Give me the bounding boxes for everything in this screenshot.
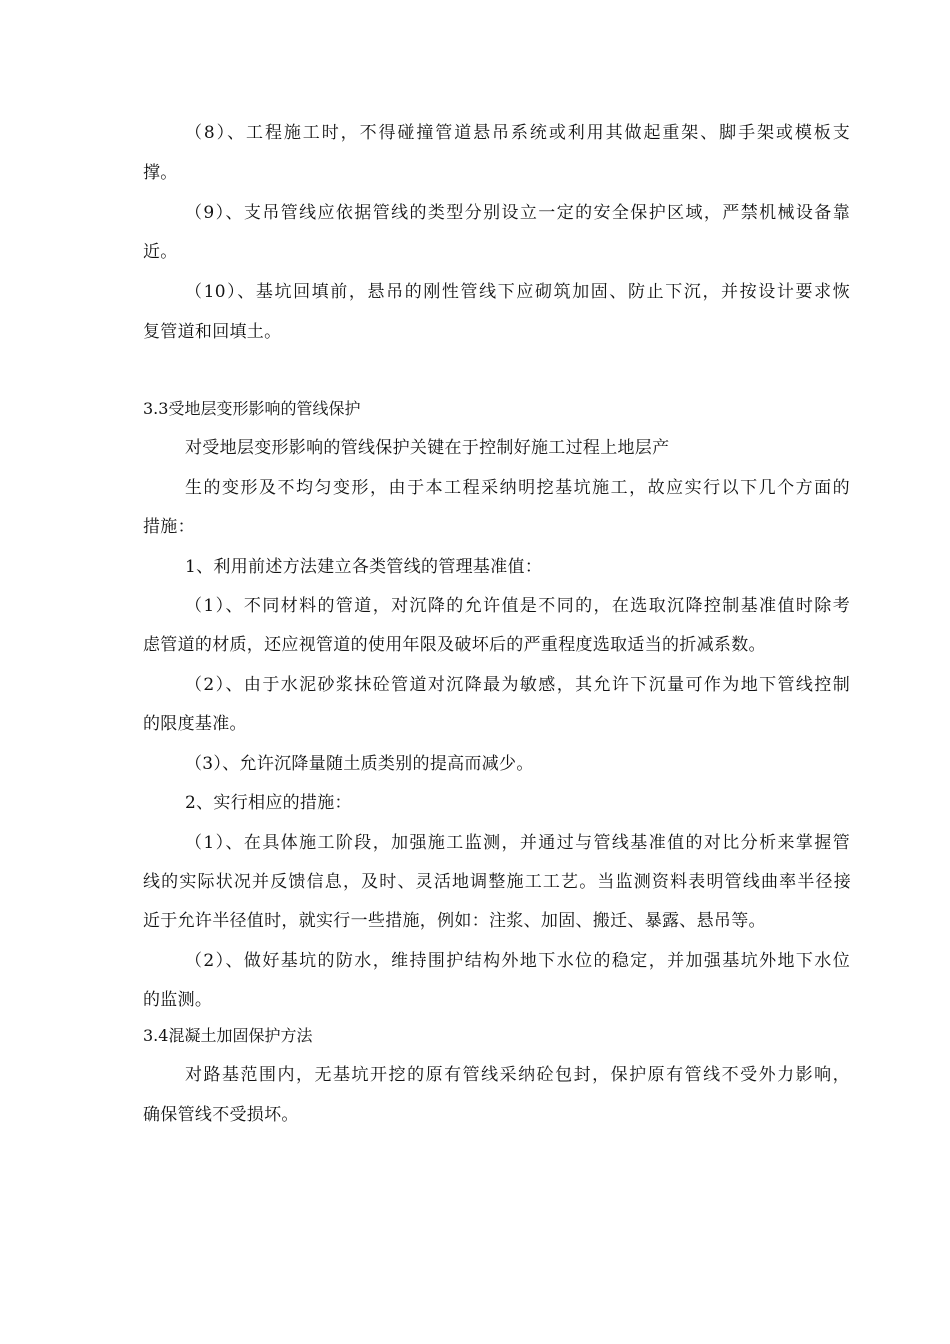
text-line: （10）、基坑回填前，悬吊的刚性管线下应砌筑加固、防止下沉，并按设计要求恢 bbox=[185, 282, 850, 302]
text-line: 对路基范围内，无基坑开挖的原有管线采纳砼包封，保护原有管线不受外力影响， bbox=[185, 1065, 850, 1085]
paragraph-intro: 对受地层变形影响的管线保护关键在于控制好施工过程上地层产 bbox=[185, 438, 670, 458]
text-line: （2）、做好基坑的防水，维持围护结构外地下水位的稳定，并加强基坑外地下水位 bbox=[185, 951, 850, 971]
section-heading-3-3: 3.3受地层变形影响的管线保护 bbox=[143, 399, 361, 418]
sub-item-1-3: （3）、允许沉降量随土质类别的提高而减少。 bbox=[185, 754, 534, 774]
text-line: 确保管线不受损坏。 bbox=[143, 1105, 299, 1125]
text-line: 的监测。 bbox=[143, 990, 213, 1010]
text-line: 虑管道的材质，还应视管道的使用年限及破坏后的严重程度选取适当的折减系数。 bbox=[143, 635, 766, 655]
text-line: （2）、由于水泥砂浆抹砼管道对沉降最为敏感，其允许下沉量可作为地下管线控制 bbox=[185, 675, 850, 695]
text-line: （9）、支吊管线应依据管线的类型分别设立一定的安全保护区域，严禁机械设备靠 bbox=[185, 203, 850, 223]
section-heading-3-4: 3.4混凝土加固保护方法 bbox=[143, 1026, 313, 1045]
text-line: 生的变形及不均匀变形，由于本工程采纳明挖基坑施工，故应实行以下几个方面的 bbox=[185, 478, 850, 498]
text-line: 撑。 bbox=[143, 163, 178, 183]
text-line: 近于允许半径值时，就实行一些措施，例如：注浆、加固、搬迁、暴露、悬吊等。 bbox=[143, 911, 766, 931]
list-item-1: 1、利用前述方法建立各类管线的管理基准值： bbox=[185, 557, 543, 577]
text-line: 近。 bbox=[143, 242, 178, 262]
text-line: 措施： bbox=[143, 517, 195, 537]
text-line: 的限度基准。 bbox=[143, 714, 247, 734]
text-line: （8）、工程施工时，不得碰撞管道悬吊系统或利用其做起重架、脚手架或模板支 bbox=[185, 123, 850, 143]
list-item-2: 2、实行相应的措施： bbox=[185, 793, 352, 813]
text-line: （1）、不同材料的管道，对沉降的允许值是不同的，在选取沉降控制基准值时除考 bbox=[185, 596, 850, 616]
text-line: （1）、在具体施工阶段，加强施工监测，并通过与管线基准值的对比分析来掌握管 bbox=[185, 833, 850, 853]
text-line: 线的实际状况并反馈信息，及时、灵活地调整施工工艺。当监测资料表明管线曲率半径接 bbox=[143, 872, 851, 892]
text-line: 复管道和回填土。 bbox=[143, 322, 282, 342]
